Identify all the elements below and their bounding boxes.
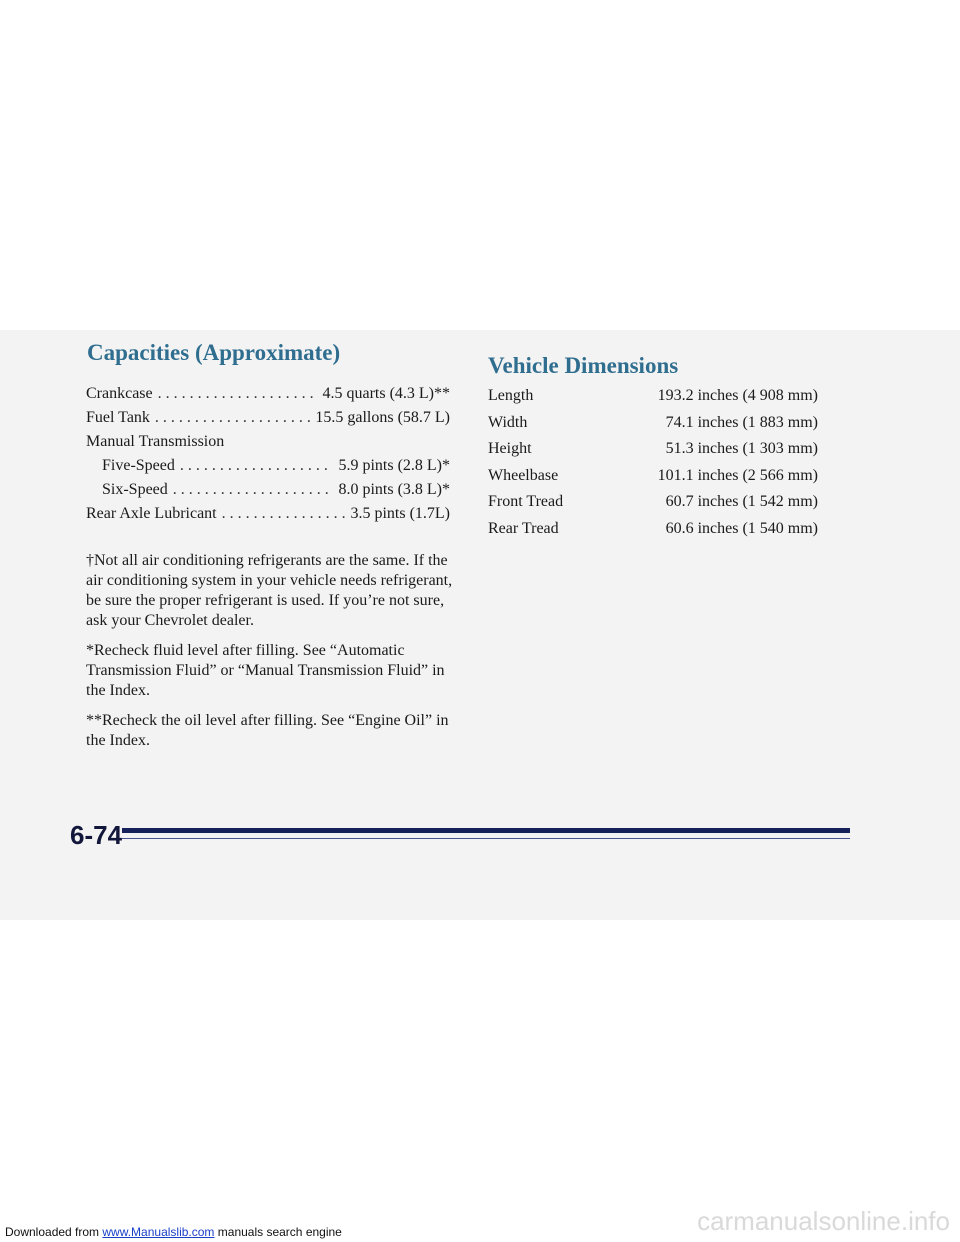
dimension-label: Height — [488, 440, 532, 458]
capacities-title: Capacities (Approximate) — [87, 340, 341, 365]
table-row — [488, 463, 818, 490]
capacity-row-fuel-tank — [86, 406, 450, 430]
capacity-value: 5.9 pints (2.8 L)* — [338, 457, 450, 474]
dimension-label: Length — [488, 387, 534, 405]
capacity-row-six-speed — [86, 478, 450, 502]
table-row — [488, 516, 818, 543]
footer-suffix: manuals search engine — [214, 1225, 342, 1239]
footer-rule-thin — [122, 838, 850, 839]
note-fluid-level: *Recheck fluid level after filling. See “Automatic Transmission Fluid” or “Manual Transmission Fluid” in the Index. — [86, 642, 445, 699]
dot-leader — [158, 382, 318, 406]
capacity-label: Five-Speed — [102, 457, 175, 474]
watermark: carmanualsonline.info — [697, 1206, 950, 1236]
top-blank-area — [0, 0, 960, 330]
table-row — [488, 489, 818, 516]
footer-prefix: Downloaded from — [5, 1225, 103, 1239]
capacity-label: Fuel Tank — [86, 409, 150, 426]
capacity-label: Crankcase — [86, 385, 153, 402]
dot-leader — [173, 478, 334, 502]
footer-rule-thick — [122, 828, 850, 833]
page-number: 6-74 — [70, 820, 123, 850]
capacity-value: 8.0 pints (3.8 L)* — [338, 481, 450, 498]
table-row — [488, 410, 818, 437]
capacity-label: Six-Speed — [102, 481, 168, 498]
manualslib-link[interactable]: www.Manualslib.com — [102, 1225, 215, 1239]
capacity-row-manual-transmission — [86, 430, 450, 454]
dimensions-table — [488, 383, 818, 542]
capacities-list — [86, 382, 450, 526]
dimension-label: Width — [488, 413, 528, 431]
dimension-value: 101.1 inches (2 566 mm) — [657, 466, 818, 484]
capacity-row-five-speed — [86, 454, 450, 478]
table-row — [488, 436, 818, 463]
capacity-value: 15.5 gallons (58.7 L) — [315, 409, 450, 426]
bottom-blank-area — [0, 920, 960, 1242]
dimension-label: Front Tread — [488, 493, 564, 511]
dot-leader — [222, 502, 346, 526]
capacity-row-crankcase — [86, 382, 450, 406]
table-row — [488, 383, 818, 410]
note-refrigerant: †Not all air conditioning refrigerants are the same. If the air conditioning system in your vehicle needs refrigerant, be sure the proper refrigerant is used. If you’re not sure, ask your Chevrolet dealer. — [86, 552, 453, 629]
note-oil-level: **Recheck the oil level after filling. See “Engine Oil” in the Index. — [86, 712, 449, 749]
dimension-value: 193.2 inches (4 908 mm) — [657, 387, 818, 405]
capacity-notes — [86, 551, 466, 761]
capacity-value: 4.5 quarts (4.3 L)** — [322, 385, 450, 402]
dimensions-title: Vehicle Dimensions — [488, 353, 679, 378]
dot-leader — [155, 406, 310, 430]
capacity-value: 3.5 pints (1.7L) — [350, 505, 450, 522]
dimension-label: Wheelbase — [488, 466, 559, 484]
dimension-value: 60.6 inches (1 540 mm) — [665, 519, 818, 537]
dimension-value: 60.7 inches (1 542 mm) — [665, 493, 818, 511]
capacity-label: Manual Transmission — [86, 433, 225, 450]
capacity-row-rear-axle — [86, 502, 450, 526]
dimension-label: Rear Tread — [488, 519, 559, 537]
download-footer — [5, 1225, 342, 1239]
dimension-value: 74.1 inches (1 883 mm) — [665, 413, 818, 431]
capacity-label: Rear Axle Lubricant — [86, 505, 217, 522]
dot-leader — [180, 454, 334, 478]
dimension-value: 51.3 inches (1 303 mm) — [665, 440, 818, 458]
